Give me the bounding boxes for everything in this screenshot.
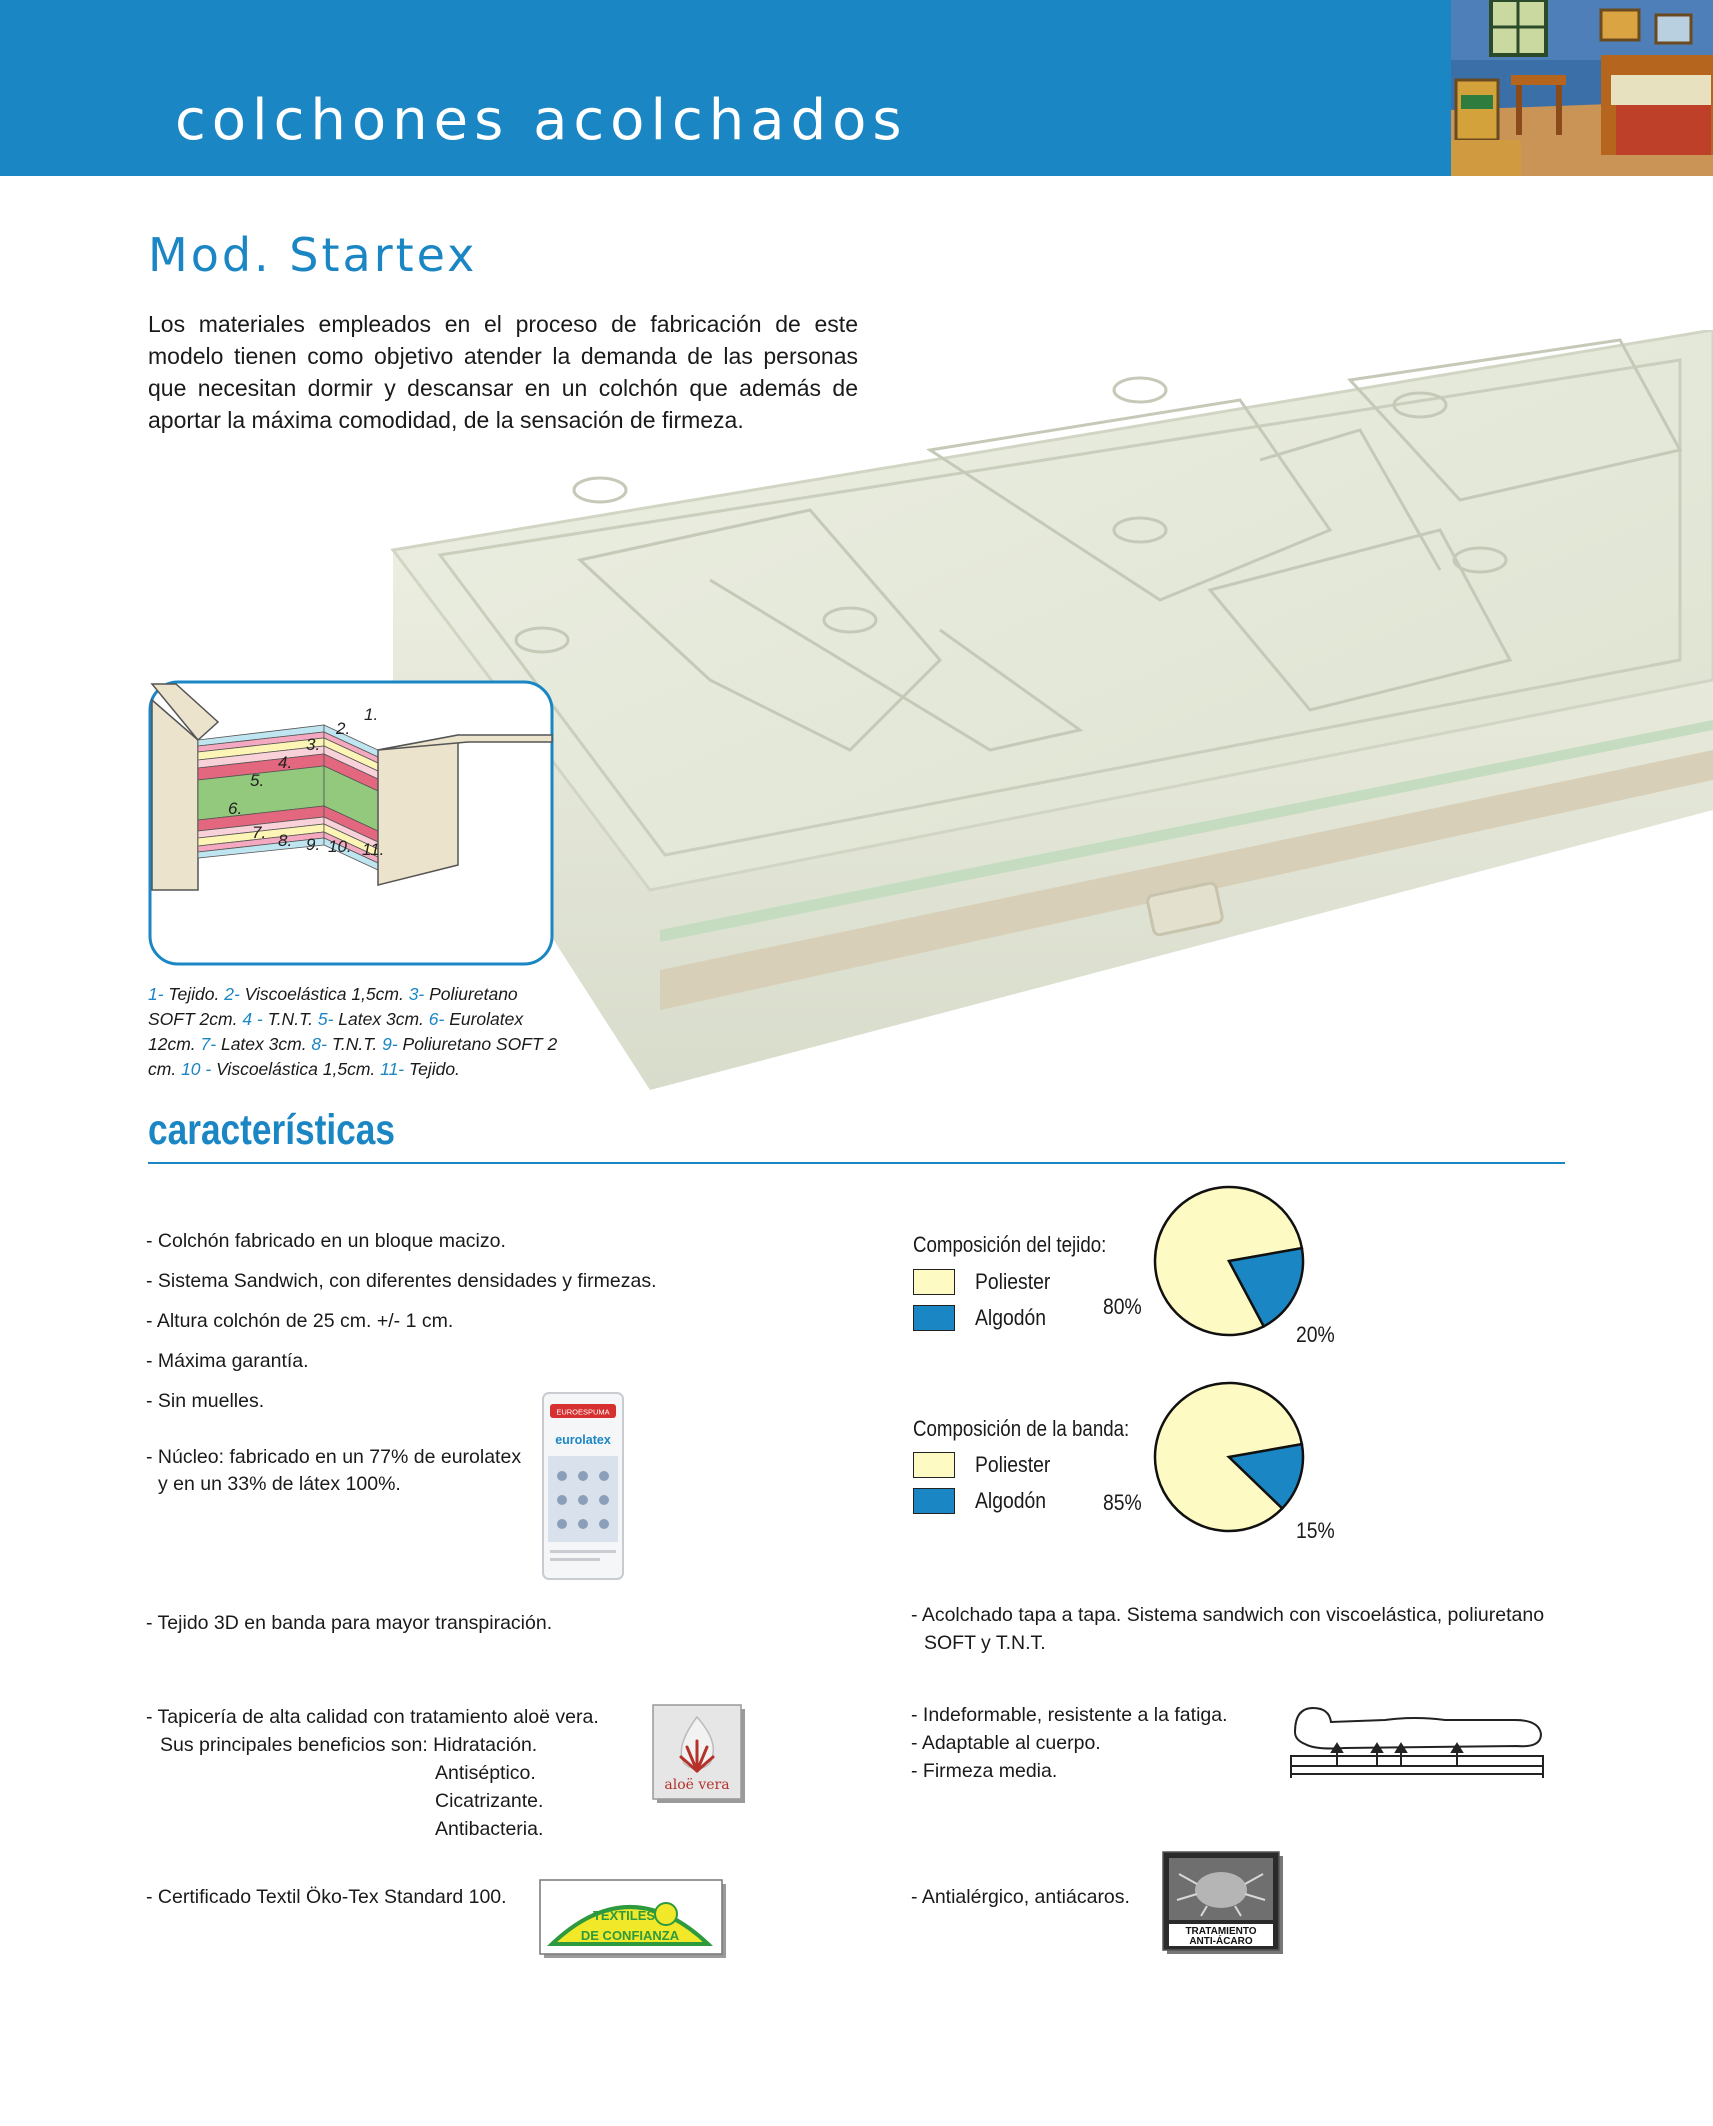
nucleo-line-1: - Núcleo: fabricado en un 77% de eurolatex [146, 1446, 522, 1468]
layer-label-3: 3. [306, 735, 321, 754]
eurolatex-brand-text: eurolatex [555, 1433, 611, 1447]
textiles-line-1: TEXTILES [592, 1908, 656, 1923]
feature-item: - Altura colchón de 25 cm. +/- 1 cm. [146, 1310, 454, 1332]
benefit-item: Antiséptico. [435, 1762, 536, 1784]
pie1-label-minor: 20% [1296, 1322, 1335, 1347]
nucleo-line-2: y en un 33% de látex 100%. [158, 1473, 401, 1495]
layer-label-1: 1. [364, 705, 379, 724]
pie-chart-banda [1152, 1380, 1306, 1534]
layer-number: 3- [408, 984, 425, 1004]
legend-swatch-algodon [913, 1305, 955, 1331]
layer-description: Viscoelástica 1,5cm. [239, 984, 409, 1004]
eurolatex-badge [540, 1390, 626, 1582]
layer-number: 1- [148, 984, 164, 1004]
layer-number: 10 - [181, 1059, 212, 1079]
pie-chart-tejido [1152, 1184, 1306, 1338]
layer-description: Poliuretano SOFT 2cm. [148, 984, 523, 1029]
page-title: colchones acolchados [175, 88, 908, 153]
layer-label-6: 6. [228, 799, 243, 818]
pie2-label-minor: 15% [1296, 1518, 1335, 1543]
layer-number: 11- [380, 1059, 405, 1079]
feature-item: - Máxima garantía. [146, 1350, 309, 1372]
layer-description: Tejido. [163, 984, 225, 1004]
legend-swatch-algodon [913, 1488, 955, 1514]
layer-label-8: 8. [278, 831, 293, 850]
feature-indeformable: - Indeformable, resistente a la fatiga. [911, 1704, 1228, 1726]
eurolatex-top-text: EUROESPUMA [556, 1407, 610, 1417]
legend-item-algodon [913, 1300, 1061, 1336]
pie1-label-major: 80% [1103, 1294, 1142, 1319]
layer-description: T.N.T. [262, 1009, 318, 1029]
layer-description: Tejido. [404, 1059, 460, 1079]
anti-acaro-badge [1161, 1850, 1285, 1956]
layers-caption [148, 982, 568, 1082]
feature-acolchado-1: - Acolchado tapa a tapa. Sistema sandwich con viscoelástica, poliuretano [911, 1604, 1545, 1626]
feature-tejido-3d: - Tejido 3D en banda para mayor transpiración. [146, 1612, 553, 1634]
legend-item-poliester [913, 1264, 1061, 1300]
legend-label: Algodón [975, 1488, 1047, 1513]
feature-item: - Sistema Sandwich, con diferentes densidades y firmezas. [146, 1270, 657, 1292]
textiles-line-2: DE CONFIANZA [580, 1928, 680, 1943]
feature-antialergico: - Antialérgico, antiácaros. [911, 1886, 1130, 1908]
feature-item: - Sin muelles. [146, 1390, 265, 1412]
acaro-line-1: TRATAMIENTO [1185, 1926, 1257, 1937]
legend-label: Poliester [975, 1452, 1051, 1477]
aloe-vera-badge [651, 1703, 747, 1805]
benefit-item: Antibacteria. [435, 1818, 544, 1840]
pie1-legend [913, 1264, 1061, 1336]
layers-diagram [148, 680, 554, 966]
legend-swatch-poliester [913, 1452, 955, 1478]
layer-label-9: 9. [306, 835, 321, 854]
layer-number: 6- [428, 1009, 445, 1029]
layer-description: Latex 3cm. [216, 1034, 312, 1054]
legend-item-poliester [913, 1447, 1061, 1483]
layer-number: 2- [224, 984, 240, 1004]
benefit-item: Cicatrizante. [435, 1790, 544, 1812]
feature-tapiceria-1: - Tapicería de alta calidad con tratamiento aloë vera. [146, 1706, 599, 1728]
layer-description: Poliuretano SOFT 2 cm. [148, 1034, 563, 1079]
acaro-line-2: ANTI-ÁCARO [1189, 1936, 1253, 1947]
feature-tapiceria-2: Sus principales beneficios son: Hidratación. [160, 1734, 538, 1756]
layer-label-2: 2. [336, 719, 351, 738]
layer-label-10: 10. [328, 837, 352, 856]
pie2-label-major: 85% [1103, 1490, 1142, 1515]
legend-item-algodon [913, 1483, 1061, 1519]
layer-description: Viscoelástica 1,5cm. [211, 1059, 381, 1079]
layer-label-4: 4. [278, 753, 293, 772]
bedroom-painting-image [1451, 0, 1713, 176]
layer-number: 4 - [242, 1009, 263, 1029]
layer-number: 8- [311, 1034, 327, 1054]
layer-number: 7- [200, 1034, 217, 1054]
legend-label: Algodón [975, 1305, 1047, 1330]
layer-label-7: 7. [252, 823, 267, 842]
intro-paragraph: Los materiales empleados en el proceso de fabricación de este modelo tienen como objetivo atender la demanda de las personas que necesitan dormir y descansar en un colchón que además de aportar la máxima comodidad, de la sensación de firmeza. [148, 311, 858, 433]
body-support-icon [1285, 1698, 1555, 1782]
feature-item: - Colchón fabricado en un bloque macizo. [146, 1230, 506, 1252]
pie1-title: Composición del tejido: [913, 1232, 1107, 1257]
pie2-legend [913, 1447, 1061, 1519]
layer-label-11: 11. [362, 840, 385, 859]
legend-label: Poliester [975, 1269, 1051, 1294]
heading-rule [148, 1162, 1565, 1164]
aloe-vera-text: aloë vera [664, 1777, 730, 1793]
layer-number: 9- [382, 1034, 398, 1054]
mattress-image [380, 330, 1713, 1130]
layer-label-5: 5. [250, 771, 265, 790]
feature-adaptable: - Adaptable al cuerpo. [911, 1732, 1101, 1754]
layer-description: T.N.T. [326, 1034, 383, 1054]
legend-swatch-poliester [913, 1269, 955, 1295]
layer-number: 5- [317, 1009, 334, 1029]
model-title: Mod. Startex [148, 228, 478, 282]
layer-description: Eurolatex 12cm. [148, 1009, 528, 1054]
layer-description: Latex 3cm. [333, 1009, 429, 1029]
feature-firmeza: - Firmeza media. [911, 1760, 1058, 1782]
pie2-title: Composición de la banda: [913, 1416, 1130, 1441]
feature-certificado: - Certificado Textil Öko-Tex Standard 100. [146, 1886, 507, 1908]
textiles-confianza-badge [538, 1878, 728, 1960]
feature-acolchado-2: SOFT y T.N.T. [924, 1632, 1046, 1654]
features-heading: características [148, 1106, 396, 1154]
